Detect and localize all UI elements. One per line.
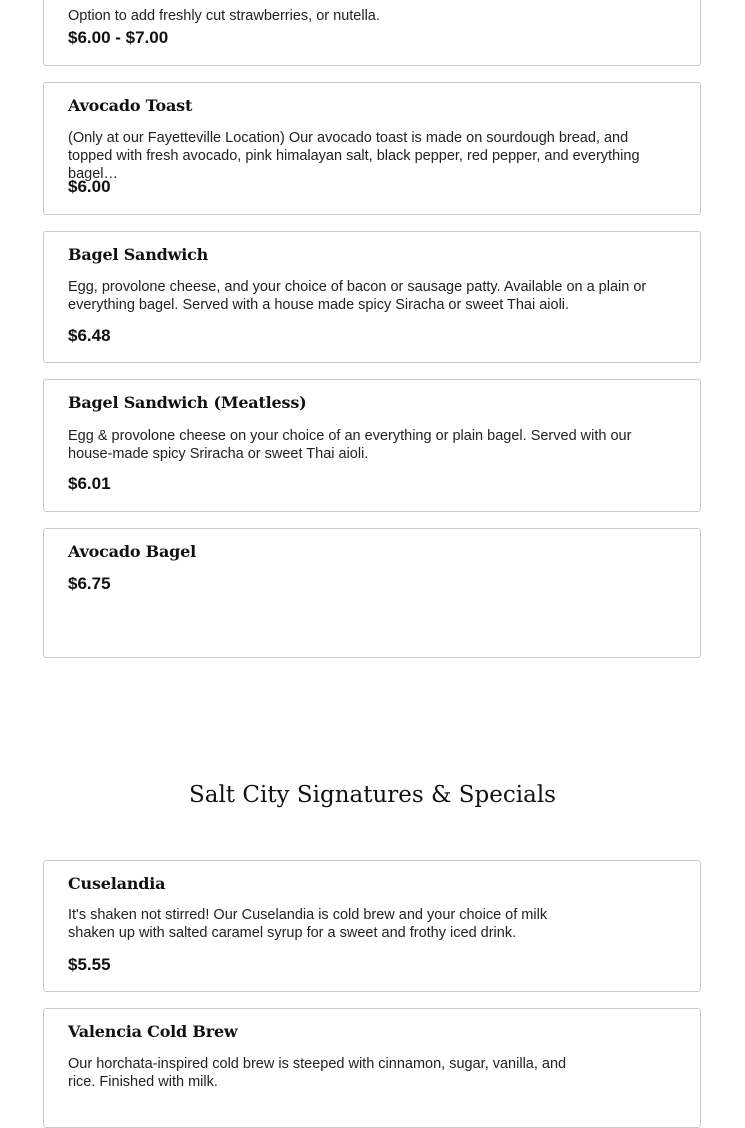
item-price: $6.00 - $7.00 <box>68 28 169 47</box>
item-name: Avocado Toast <box>68 96 193 115</box>
item-name: Bagel Sandwich (Meatless) <box>68 393 307 412</box>
item-name: Avocado Bagel <box>68 542 197 561</box>
item-description: (Only at our Fayetteville Location) Our avocado toast is made on sourdough bread, and topped with fresh avocado, pink himalayan salt, black pepper, red pepper, and everything bagel… <box>68 130 640 182</box>
menu-item-cuselandia[interactable] <box>43 860 701 992</box>
item-price: $6.01 <box>68 474 111 493</box>
menu-item-card[interactable] <box>43 0 701 66</box>
menu-item-bagel-sandwich[interactable] <box>43 231 701 363</box>
item-price: $5.55 <box>68 955 111 974</box>
item-price: $6.48 <box>68 326 111 345</box>
item-description: Egg, provolone cheese, and your choice of bacon or sausage patty. Available on a plain or everything bagel. Served with a house made spicy Siracha or sweet Thai aioli. <box>68 279 647 313</box>
menu-item-valencia-cold-brew[interactable] <box>43 1008 701 1128</box>
section-title: Salt City Signatures & Specials <box>188 782 556 808</box>
menu-item-avocado-bagel[interactable] <box>43 528 701 658</box>
item-description: Option to add freshly cut strawberries, or nutella. <box>68 8 380 24</box>
item-price: $6.75 <box>68 574 111 593</box>
item-name: Cuselandia <box>68 874 166 893</box>
item-name: Bagel Sandwich <box>68 245 209 264</box>
item-description: It's shaken not stirred! Our Cuselandia is cold brew and your choice of milk shaken up with salted caramel syrup for a sweet and frothy iced drink. <box>68 907 548 941</box>
item-name: Valencia Cold Brew <box>68 1022 238 1041</box>
item-description: Our horchata-inspired cold brew is steeped with cinnamon, sugar, vanilla, and rice. Finished with milk. <box>68 1056 567 1090</box>
menu-item-bagel-sandwich-meatless[interactable] <box>43 379 701 512</box>
item-description: Egg & provolone cheese on your choice of an everything or plain bagel. Served with our house-made spicy Sriracha or sweet Thai aioli. <box>68 428 632 462</box>
menu-item-avocado-toast[interactable] <box>43 82 701 215</box>
item-price: $6.00 <box>68 177 111 196</box>
